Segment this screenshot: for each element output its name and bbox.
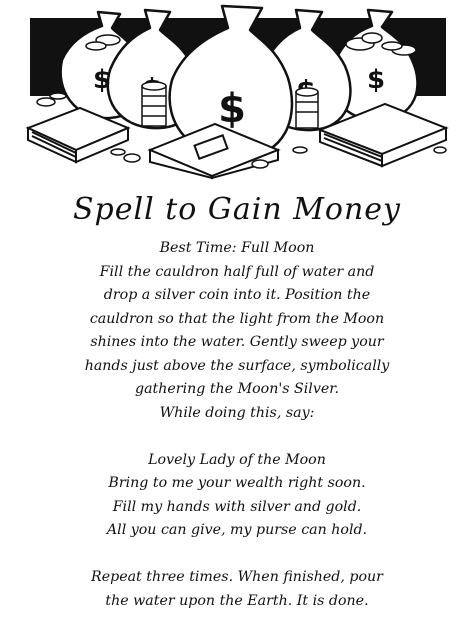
dollar-sign-center: $: [218, 86, 246, 132]
intro-line: Fill the cauldron half full of water and: [99, 263, 375, 280]
intro-line: shines into the water. Gently sweep your: [90, 334, 384, 350]
intro-line: cauldron so that the light from the Moon: [89, 310, 385, 327]
intro-line: Best Time: Full Moon: [159, 240, 315, 256]
coin-stack-left: [142, 82, 166, 126]
intro-line: hands just above the surface, symbolically: [84, 357, 390, 374]
money-bags-illustration: [0, 0, 474, 180]
chant-line: Fill my hands with silver and gold.: [112, 498, 362, 515]
intro-line: drop a silver coin into it. Position the: [103, 287, 371, 303]
closing-line: Repeat three times. When finished, pour: [91, 569, 383, 585]
spell-text: [0, 237, 474, 613]
intro-line: gathering the Moon's Silver.: [135, 381, 339, 397]
coin-stack-right: [296, 88, 318, 128]
dollar-sign-right: $: [366, 65, 386, 95]
stanza-gap: [0, 543, 474, 567]
chant-line: Lovely Lady of the Moon: [148, 451, 326, 468]
stanza-gap: [0, 425, 474, 449]
closing-line: the water upon the Earth. It is done.: [105, 592, 369, 609]
dollar-sign-left: $: [92, 65, 112, 95]
chant-line: All you can give, my purse can hold.: [106, 522, 368, 538]
chant-line: Bring to me your wealth right soon.: [108, 475, 366, 491]
intro-line: While doing this, say:: [159, 404, 315, 421]
page-title: Spell to Gain Money: [73, 192, 401, 227]
